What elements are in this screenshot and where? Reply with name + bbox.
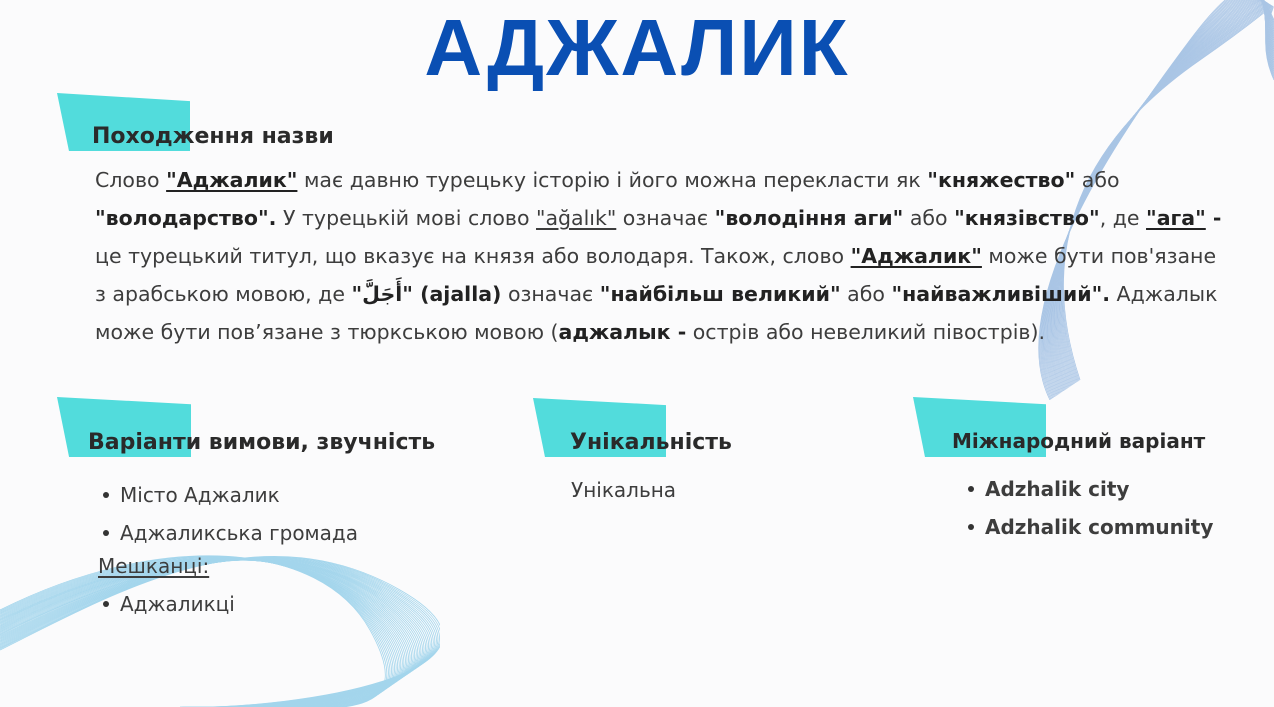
list-item: Adzhalik city xyxy=(965,470,1213,508)
uniqueness-value: Унікальна xyxy=(571,478,677,502)
list-item: Adzhalik community xyxy=(965,508,1213,546)
pronunciation-list xyxy=(100,476,358,552)
origin-paragraph: Слово "Аджалик" має давню турецьку історію і його можна перекласти як "княжество" або "володарство". У турецькій мові слово "ağalık" означає "володіння аги" або "князівство", де "ага" - це турецький титул, що вказує на князя або володаря. Також, слово "Аджалик" може бути пов'язане з арабською мовою, де "أَجَلَّ" (ajalla) означає "найбільш великий" або "найважливіший". Аджалык може бути пов’язане з тюркською мовою (аджалык - острів або невеликий півострів). xyxy=(95,168,1222,344)
origin-heading: Походження назви xyxy=(92,124,334,149)
list-item: Аджаликська громада xyxy=(100,514,358,552)
pronunciation-heading: Варіанти вимови, звучність xyxy=(88,430,436,455)
residents-label: Мешканці: xyxy=(98,554,210,578)
list-item: Місто Аджалик xyxy=(100,476,358,514)
uniqueness-heading: Унікальність xyxy=(570,430,732,455)
page-title: АДЖАЛИК xyxy=(424,3,850,92)
international-heading: Міжнародний варіант xyxy=(952,429,1206,453)
residents-list xyxy=(100,590,235,618)
list-item: Аджаликці xyxy=(100,590,235,618)
international-list xyxy=(965,470,1213,546)
